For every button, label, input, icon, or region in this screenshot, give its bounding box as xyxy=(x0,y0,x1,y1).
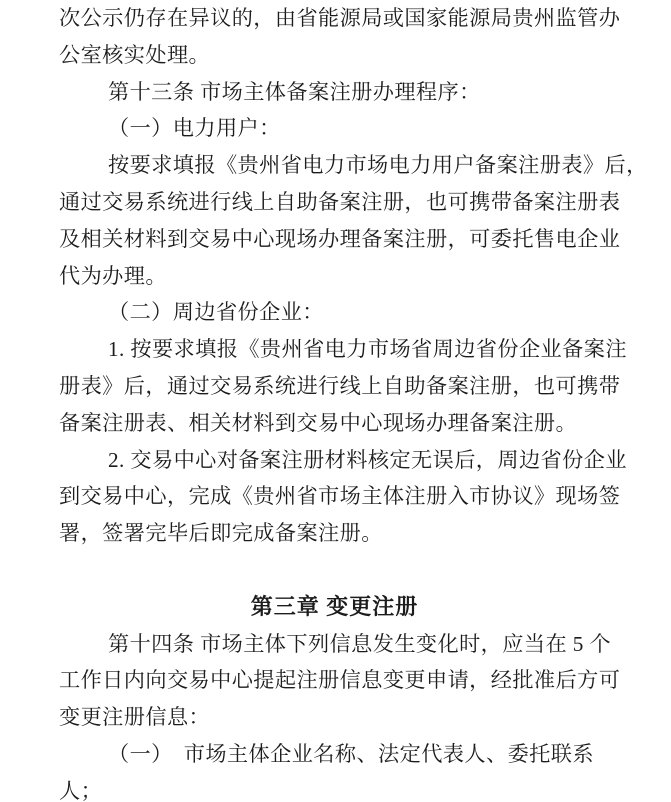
text-line: 2. 交易中心对备案注册材料核定无误后，周边省份企业 xyxy=(108,447,627,472)
text-line: 变更注册信息： xyxy=(59,705,211,730)
text-line: 通过交易系统进行线上自助备案注册，也可携带备案注册表 xyxy=(59,189,621,214)
text-line: 工作日内向交易中心提起注册信息变更申请，经批准后方可 xyxy=(59,668,621,693)
text-line: 备案注册表、相关材料到交易中心现场办理备案注册。 xyxy=(59,410,578,435)
text-line-item-2: （二）周边省份企业： xyxy=(108,300,324,325)
text-line: 次公示仍存在异议的，由省能源局或国家能源局贵州监管办 xyxy=(59,6,621,30)
blank-line xyxy=(59,552,610,589)
text-line: 及相关材料到交易中心现场办理备案注册，可委托售电企业 xyxy=(59,226,621,251)
text-line: 到交易中心，完成《贵州省市场主体注册入市协议》现场签 xyxy=(59,484,621,509)
text-line-item-1b: （一） 市场主体企业名称、法定代表人、委托联系 xyxy=(108,741,594,766)
text-line-item-1: （一）电力用户： xyxy=(108,116,281,141)
text-line-article-13: 第十三条 市场主体备案注册办理程序： xyxy=(108,79,481,104)
chapter-heading: 第三章 变更注册 xyxy=(250,593,419,619)
text-line: 公室核实处理。 xyxy=(59,42,211,67)
text-line: 1. 按要求填报《贵州省电力市场省周边省份企业备案注 xyxy=(108,337,627,362)
text-line: 按要求填报《贵州省电力市场电力用户备案注册表》后， xyxy=(108,153,648,178)
text-line: 人； xyxy=(59,778,103,802)
text-line: 署，签署完毕后即完成备案注册。 xyxy=(59,521,383,546)
text-line: 册表》后，通过交易系统进行线上自助备案注册，也可携带 xyxy=(59,373,621,398)
document-text-block xyxy=(59,0,648,802)
text-line-article-14: 第十四条 市场主体下列信息发生变化时，应当在 5 个 xyxy=(108,631,612,656)
text-line: 代为办理。 xyxy=(59,263,167,288)
